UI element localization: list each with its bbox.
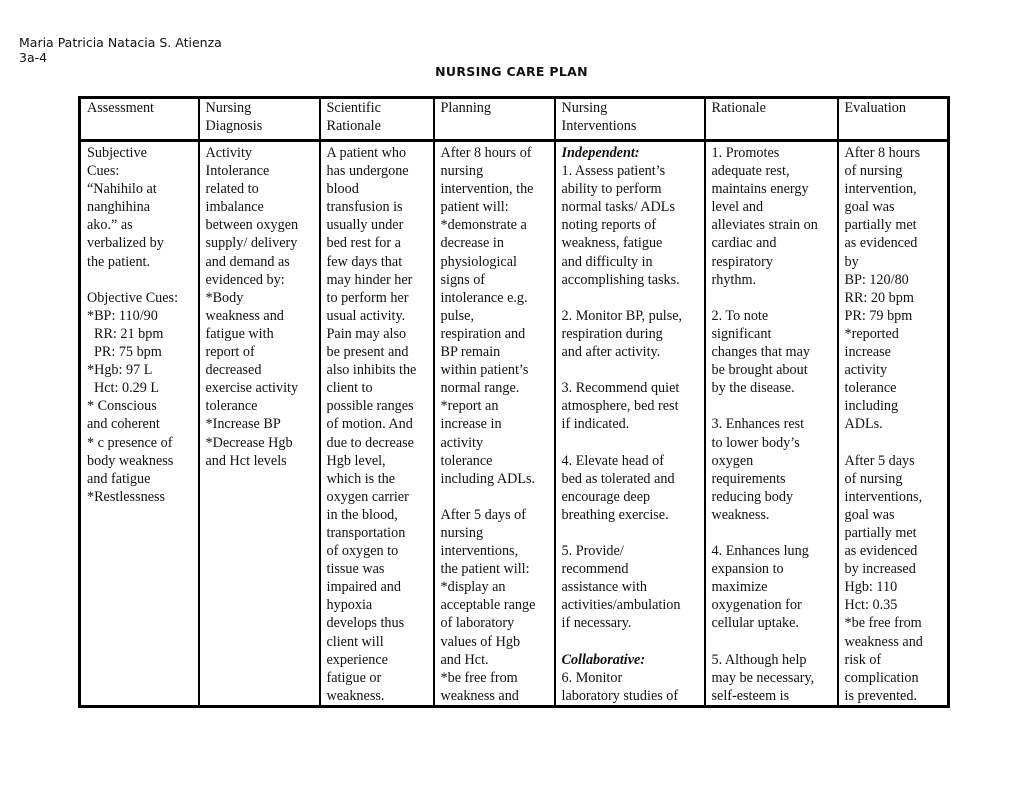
cell-line: *reported	[844, 325, 899, 342]
cell-line: blood	[326, 181, 359, 198]
header-nursing-interventions: Nursing Interventions	[555, 98, 705, 141]
cell-line: accomplishing tasks.	[561, 271, 680, 288]
cell-line: maximize	[711, 579, 768, 596]
cell-line: 4. Enhances lung	[711, 543, 809, 560]
cell-line: tolerance	[205, 398, 258, 415]
cell-line: and after activity.	[561, 344, 661, 361]
cell-line: 2. Monitor BP, pulse,	[561, 307, 683, 324]
cell-line: tissue was	[326, 561, 385, 578]
cell-line: intolerance e.g.	[440, 289, 528, 306]
cell-line: 6. Monitor	[561, 669, 623, 686]
cell-line: to lower body’s	[711, 434, 800, 451]
cell-line: pulse,	[440, 307, 474, 324]
cell-line: breathing exercise.	[561, 506, 669, 523]
cell-line: of laboratory	[440, 615, 515, 632]
cell-line	[712, 524, 832, 542]
cell-line: normal range.	[440, 380, 520, 397]
cell-line: partially met	[844, 524, 917, 541]
cell-line: increase	[844, 344, 891, 361]
cell-line: oxygen	[711, 452, 754, 469]
cell-line: RR: 21 bpm	[94, 325, 164, 342]
cell-planning	[434, 141, 555, 707]
cell-line: due to decrease	[326, 434, 414, 451]
cell-line	[712, 397, 832, 415]
cell-line: changes that may	[711, 344, 810, 361]
cell-line: fatigue with	[205, 325, 274, 342]
cell-line: intervention,	[844, 181, 917, 198]
cell-line	[87, 271, 193, 289]
cell-line: bed as tolerated and	[561, 470, 675, 487]
cell-line: decreased	[205, 362, 262, 379]
cell-line: decrease in	[440, 235, 504, 252]
cell-line	[441, 488, 549, 506]
cell-line: bed rest for a	[326, 235, 401, 252]
cell-line: physiological	[440, 253, 517, 270]
cell-line: *Decrease Hgb	[205, 434, 293, 451]
cell-line: 1. Promotes	[711, 145, 780, 161]
cell-line: transfusion is	[326, 199, 403, 216]
cell-line: goal was	[844, 506, 895, 523]
cell-line: *be free from	[844, 615, 922, 632]
cell-line: oxygenation for	[711, 597, 802, 614]
cell-line: be present and	[326, 344, 409, 361]
cell-line: ability to perform	[561, 181, 662, 198]
cell-line: may hinder her	[326, 271, 413, 288]
cell-line: client will	[326, 633, 384, 650]
cell-line: *be free from	[440, 669, 518, 686]
cell-line: may be necessary,	[711, 669, 815, 686]
cell-line: weakness and	[440, 687, 519, 704]
cell-line: goal was	[844, 199, 895, 216]
cell-line: of nursing	[844, 470, 903, 487]
cell-line: related to	[205, 181, 259, 198]
cell-rationale	[705, 141, 838, 707]
cell-line: RR: 20 bpm	[844, 289, 914, 306]
cell-line: usual activity.	[326, 307, 406, 324]
cell-line: as evidenced	[844, 235, 918, 252]
cell-line: and Hct.	[440, 651, 489, 668]
cell-line: including ADLs.	[440, 470, 536, 487]
cell-line: increase in	[440, 416, 502, 433]
author-name: Maria Patricia Natacia S. Atienza	[19, 35, 222, 50]
cell-line: possible ranges	[326, 398, 414, 415]
cell-line: develops thus	[326, 615, 405, 632]
cell-line: weakness and	[205, 307, 284, 324]
page-title: NURSING CARE PLAN	[435, 64, 588, 79]
cell-nursing-diagnosis	[199, 141, 320, 707]
cell-line: as evidenced	[844, 543, 918, 560]
cell-line	[562, 633, 699, 651]
cell-line: 5. Although help	[711, 651, 807, 668]
cell-line: if necessary.	[561, 615, 632, 632]
cell-line: also inhibits the	[326, 362, 417, 379]
cell-line: ako.” as	[87, 217, 133, 234]
cell-line: body weakness	[87, 452, 174, 469]
header-rationale: Rationale	[705, 98, 838, 141]
cell-line: laboratory studies of	[561, 687, 679, 704]
cell-line: maintains energy	[711, 181, 809, 198]
cell-line: of nursing	[844, 163, 903, 180]
cell-line	[712, 289, 832, 307]
cell-line: if indicated.	[561, 416, 630, 433]
cell-line: 2. To note	[711, 307, 769, 324]
cell-line: *Restlessness	[87, 488, 166, 505]
cell-line: normal tasks/ ADLs	[561, 199, 675, 216]
cell-line: recommend	[561, 561, 629, 578]
cell-line: cardiac and	[711, 235, 777, 252]
cell-line: Independent:	[561, 145, 640, 161]
cell-line	[562, 524, 699, 542]
cell-line: *Body	[205, 289, 244, 306]
cell-line: After 5 days of	[440, 506, 526, 523]
cell-line: cellular uptake.	[711, 615, 799, 632]
cell-line	[712, 633, 832, 651]
cell-line: level and	[711, 199, 764, 216]
cell-line: Cues:	[87, 163, 120, 180]
cell-line: by the disease.	[711, 380, 795, 397]
table-header-row	[80, 98, 949, 141]
cell-line: has undergone	[326, 163, 409, 180]
cell-line: and difficulty in	[561, 253, 653, 270]
cell-line: fatigue or	[326, 669, 382, 686]
cell-line: rhythm.	[711, 271, 757, 288]
cell-line: Hgb: 110	[844, 579, 898, 596]
cell-line: and Hct levels	[205, 452, 287, 469]
cell-line: be brought about	[711, 362, 808, 379]
cell-line: reducing body	[711, 488, 794, 505]
cell-line: transportation	[326, 524, 406, 541]
cell-line: activity	[440, 434, 484, 451]
cell-line: activity	[844, 362, 888, 379]
cell-line: client to	[326, 380, 373, 397]
cell-line: *Hgb: 97 L	[87, 362, 153, 379]
cell-line: 1. Assess patient’s	[561, 163, 666, 180]
cell-line: imbalance	[205, 199, 264, 216]
cell-line: including	[844, 398, 899, 415]
cell-line: Activity	[205, 145, 252, 161]
header-evaluation: Evaluation	[838, 98, 949, 141]
cell-line: by increased	[844, 561, 916, 578]
cell-line: alleviates strain on	[711, 217, 818, 234]
cell-line: evidenced by:	[205, 271, 285, 288]
cell-line	[562, 361, 699, 379]
cell-line: significant	[711, 325, 772, 342]
cell-line: intervention, the	[440, 181, 534, 198]
cell-line: exercise activity	[205, 380, 299, 397]
cell-line: nursing	[440, 163, 484, 180]
cell-line: “Nahihilo at	[87, 181, 157, 198]
cell-line: the patient.	[87, 253, 151, 270]
cell-line: tolerance	[440, 452, 493, 469]
care-plan-table	[78, 96, 950, 708]
cell-line: Collaborative:	[561, 651, 646, 668]
cell-line: respiration and	[440, 325, 526, 342]
cell-line: and demand as	[205, 253, 290, 270]
header-nursing-diagnosis: Nursing Diagnosis	[199, 98, 320, 141]
cell-line: tolerance	[844, 380, 897, 397]
cell-line: Objective Cues:	[87, 289, 179, 306]
cell-line: of oxygen to	[326, 543, 399, 560]
cell-line: respiration during	[561, 325, 663, 342]
cell-line: 3. Recommend quiet	[561, 380, 680, 397]
cell-line: noting reports of	[561, 217, 657, 234]
cell-line: usually under	[326, 217, 404, 234]
cell-evaluation	[838, 141, 949, 707]
cell-line: encourage deep	[561, 488, 651, 505]
cell-line: After 5 days	[844, 452, 915, 469]
cell-line: 3. Enhances rest	[711, 416, 805, 433]
cell-line: *demonstrate a	[440, 217, 527, 234]
cell-line: complication	[844, 669, 919, 686]
cell-line: report of	[205, 344, 255, 361]
class-section: 3a-4	[19, 50, 48, 65]
cell-line: and coherent	[87, 416, 160, 433]
cell-line: *display an	[440, 579, 506, 596]
cell-line: PR: 75 bpm	[94, 344, 162, 361]
cell-line: within patient’s	[440, 362, 529, 379]
cell-line: Pain may also	[326, 325, 407, 342]
cell-line: the patient will:	[440, 561, 530, 578]
cell-line: weakness, fatigue	[561, 235, 663, 252]
cell-line	[845, 434, 943, 452]
cell-line: oxygen carrier	[326, 488, 409, 505]
cell-line: signs of	[440, 271, 486, 288]
cell-line: impaired and	[326, 579, 401, 596]
cell-line: acceptable range	[440, 597, 536, 614]
cell-line: activities/ambulation	[561, 597, 681, 614]
header-planning: Planning	[434, 98, 555, 141]
cell-line: atmosphere, bed rest	[561, 398, 679, 415]
cell-line: PR: 79 bpm	[844, 307, 913, 324]
cell-line: few days that	[326, 253, 403, 270]
cell-line: supply/ delivery	[205, 235, 298, 252]
cell-line: 5. Provide/	[561, 543, 624, 560]
cell-line: After 8 hours	[844, 145, 921, 161]
cell-line: BP: 120/80	[844, 271, 909, 288]
header-assessment: Assessment	[80, 98, 199, 141]
cell-line: values of Hgb	[440, 633, 521, 650]
cell-line: *Increase BP	[205, 416, 281, 433]
cell-line: 4. Elevate head of	[561, 452, 664, 469]
cell-line: requirements	[711, 470, 786, 487]
cell-line: Hct: 0.35	[844, 597, 898, 614]
cell-line: ADLs.	[844, 416, 883, 433]
cell-line: in the blood,	[326, 506, 398, 523]
cell-line: interventions,	[440, 543, 519, 560]
cell-line: *BP: 110/90	[87, 307, 158, 324]
cell-line: of motion. And	[326, 416, 413, 433]
cell-line: *report an	[440, 398, 499, 415]
cell-assessment	[80, 141, 199, 707]
cell-line: verbalized by	[87, 235, 164, 252]
cell-line: A patient who	[326, 145, 407, 161]
cell-line: is prevented.	[844, 687, 917, 704]
cell-line: adequate rest,	[711, 163, 790, 180]
cell-line: patient will:	[440, 199, 509, 216]
cell-line: partially met	[844, 217, 917, 234]
cell-line: between oxygen	[205, 217, 299, 234]
cell-line: assistance with	[561, 579, 647, 596]
header-scientific-rationale: Scientific Rationale	[320, 98, 434, 141]
cell-line: experience	[326, 651, 388, 668]
cell-line: self-esteem is	[711, 687, 790, 704]
cell-line: weakness.	[326, 687, 385, 704]
cell-scientific-rationale	[320, 141, 434, 707]
cell-line: and fatigue	[87, 470, 151, 487]
cell-line: risk of	[844, 651, 882, 668]
cell-line: Subjective	[87, 145, 147, 161]
cell-line: weakness and	[844, 633, 923, 650]
cell-line: * c presence of	[87, 434, 173, 451]
cell-line: BP remain	[440, 344, 501, 361]
cell-line: expansion to	[711, 561, 784, 578]
cell-line: to perform her	[326, 289, 409, 306]
cell-line: Intolerance	[205, 163, 270, 180]
cell-line: which is the	[326, 470, 396, 487]
cell-line: by	[844, 253, 859, 270]
cell-line: After 8 hours of	[440, 145, 532, 161]
cell-line: respiratory	[711, 253, 773, 270]
table-row	[80, 141, 949, 707]
cell-line: nursing	[440, 524, 484, 541]
cell-line: hypoxia	[326, 597, 373, 614]
cell-line	[562, 434, 699, 452]
cell-line: interventions,	[844, 488, 923, 505]
cell-line: Hct: 0.29 L	[94, 380, 160, 397]
cell-line: * Conscious	[87, 398, 157, 415]
cell-nursing-interventions	[555, 141, 705, 707]
cell-line: Hgb level,	[326, 452, 386, 469]
cell-line	[562, 289, 699, 307]
cell-line: weakness.	[711, 506, 770, 523]
cell-line: nanghihina	[87, 199, 151, 216]
